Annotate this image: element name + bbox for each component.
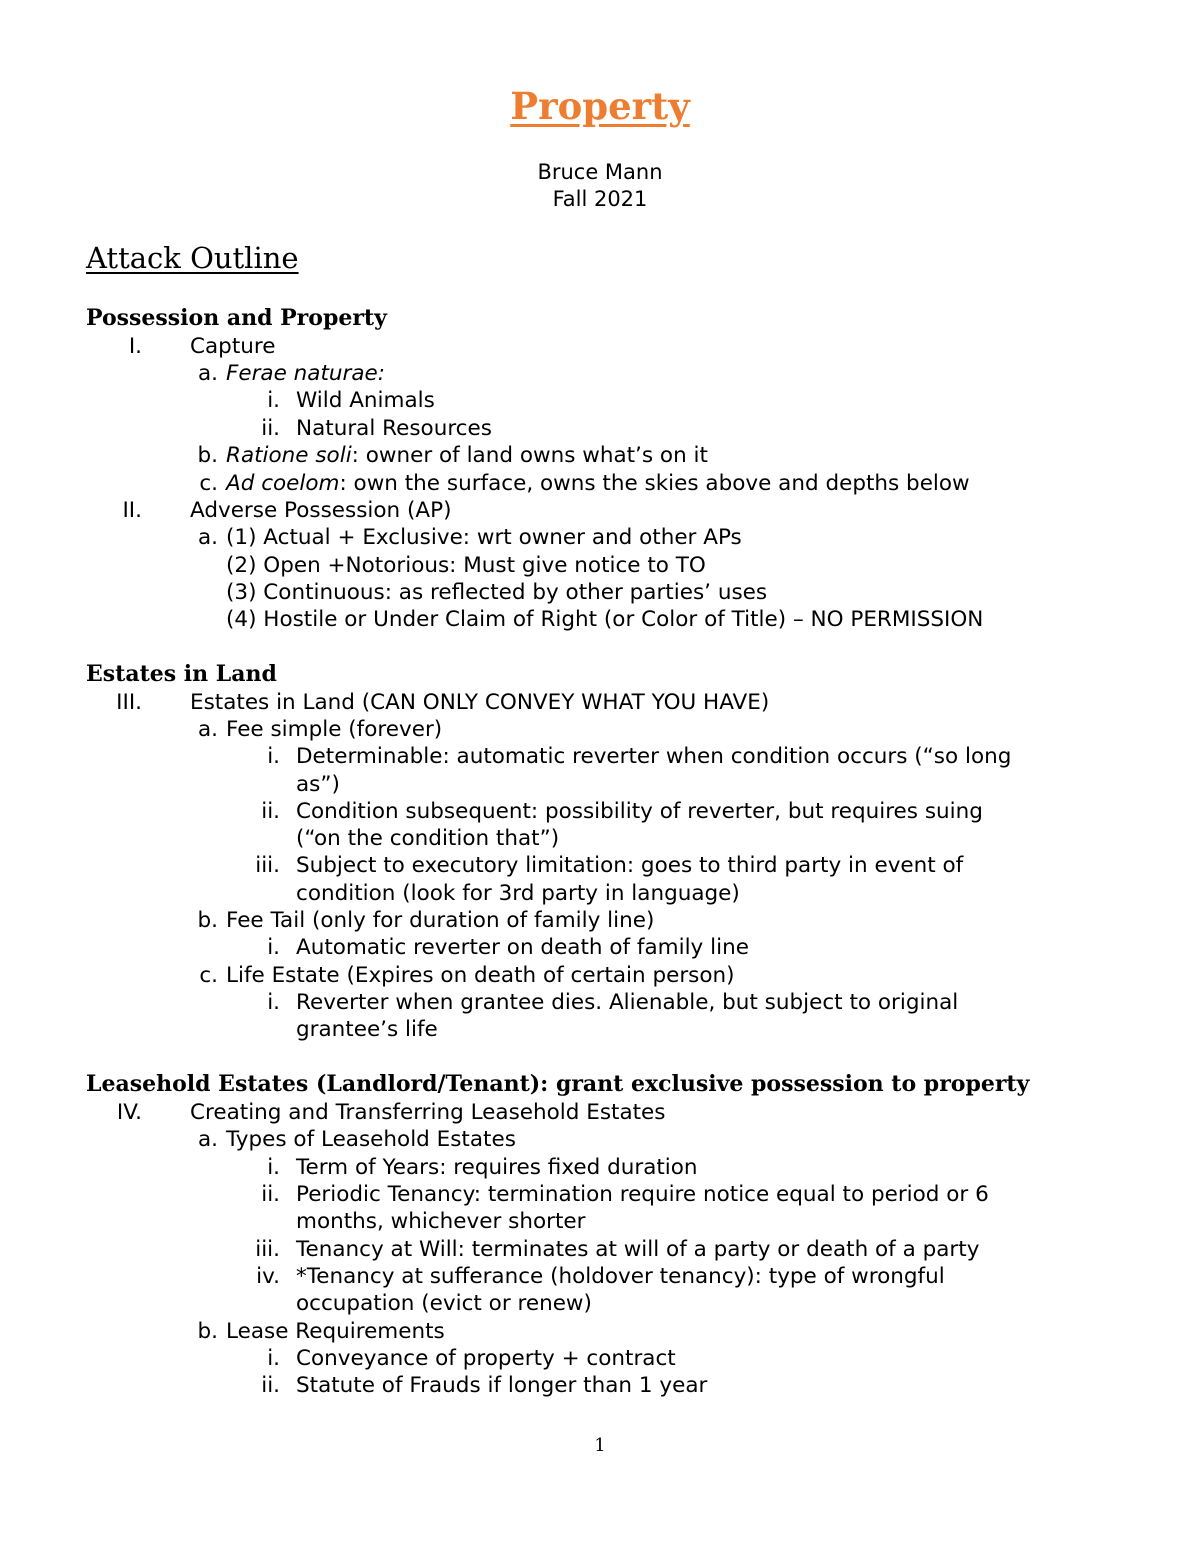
list-number: iii. <box>255 1237 280 1262</box>
list-item: (2) Open +Notorious: Must give notice to TO <box>226 553 706 578</box>
list-number: I. <box>128 334 142 359</box>
list-item-continuation: (“on the condition that”) <box>296 826 560 851</box>
list-number: a. <box>197 361 218 386</box>
list-item: Condition subsequent: possibility of reverter, but requires suing <box>296 799 983 824</box>
list-number: ii. <box>261 1373 280 1398</box>
list-number: i. <box>267 935 280 960</box>
list-item: Types of Leasehold Estates <box>226 1127 516 1152</box>
list-item: (1) Actual + Exclusive: wrt owner and other APs <box>226 525 742 550</box>
list-item: Capture <box>190 334 276 359</box>
section-heading: Leasehold Estates (Landlord/Tenant): grant exclusive possession to property <box>86 1071 1030 1097</box>
list-number: ii. <box>261 1182 280 1207</box>
list-item-continuation: condition (look for 3rd party in language) <box>296 881 740 906</box>
list-item: Estates in Land (CAN ONLY CONVEY WHAT YOU HAVE) <box>190 690 770 715</box>
list-item-continuation: occupation (evict or renew) <box>296 1291 592 1316</box>
latin-term: Ad coelom <box>226 471 340 496</box>
list-item: *Tenancy at sufferance (holdover tenancy): type of wrongful <box>296 1264 945 1289</box>
list-item: Subject to executory limitation: goes to third party in event of <box>296 853 964 878</box>
list-item: Tenancy at Will: terminates at will of a party or death of a party <box>296 1237 980 1262</box>
section-heading: Possession and Property <box>86 305 387 331</box>
list-item: Term of Years: requires fixed duration <box>296 1155 698 1180</box>
list-number: a. <box>197 525 218 550</box>
list-item: Periodic Tenancy: termination require notice equal to period or 6 <box>296 1182 989 1207</box>
list-item-continuation: grantee’s life <box>296 1017 438 1042</box>
list-item <box>226 442 708 469</box>
list-number: II. <box>122 498 142 523</box>
list-item-continuation: as”) <box>296 772 340 797</box>
list-number: iii. <box>255 853 280 878</box>
list-item: Determinable: automatic reverter when condition occurs (“so long <box>296 744 1012 769</box>
list-item: Creating and Transferring Leasehold Estates <box>190 1100 666 1125</box>
section-heading: Estates in Land <box>86 661 277 687</box>
list-item: Natural Resources <box>296 416 492 441</box>
list-number: III. <box>116 690 142 715</box>
list-number: c. <box>199 471 218 496</box>
list-item: (4) Hostile or Under Claim of Right (or Color of Title) – NO PERMISSION <box>226 607 984 632</box>
list-item: Adverse Possession (AP) <box>190 498 452 523</box>
list-item-continuation: months, whichever shorter <box>296 1209 586 1234</box>
list-item: Ferae naturae: <box>226 361 386 386</box>
list-number: i. <box>267 388 280 413</box>
list-item: Conveyance of property + contract <box>296 1346 676 1371</box>
list-item <box>226 470 970 497</box>
list-item-text: : owner of land owns what’s on it <box>351 443 708 468</box>
list-number: i. <box>267 990 280 1015</box>
list-number: i. <box>267 1346 280 1371</box>
document-title: Property <box>510 84 690 128</box>
list-number: iv. <box>256 1264 280 1289</box>
list-number: i. <box>267 744 280 769</box>
list-number: ii. <box>261 799 280 824</box>
list-item: Life Estate (Expires on death of certain person) <box>226 963 735 988</box>
list-item-text: : own the surface, owns the skies above and depths below <box>339 471 970 496</box>
list-item: Fee Tail (only for duration of family line) <box>226 908 655 933</box>
page-number: 1 <box>594 1435 606 1456</box>
list-number: b. <box>197 1319 218 1344</box>
outline-heading: Attack Outline <box>86 241 299 275</box>
list-item: Fee simple (forever) <box>226 717 443 742</box>
list-item: Reverter when grantee dies. Alienable, but subject to original <box>296 990 959 1015</box>
list-number: i. <box>267 1155 280 1180</box>
list-item: Statute of Frauds if longer than 1 year <box>296 1373 708 1398</box>
list-number: b. <box>197 443 218 468</box>
term: Fall 2021 <box>552 187 648 211</box>
list-item: Wild Animals <box>296 388 435 413</box>
list-item: Lease Requirements <box>226 1319 445 1344</box>
list-number: a. <box>197 717 218 742</box>
list-item: (3) Continuous: as reflected by other parties’ uses <box>226 580 768 605</box>
list-number: IV. <box>116 1100 142 1125</box>
latin-term: Ratione soli <box>226 443 352 468</box>
list-number: c. <box>199 963 218 988</box>
list-number: b. <box>197 908 218 933</box>
list-number: ii. <box>261 416 280 441</box>
list-item: Automatic reverter on death of family line <box>296 935 749 960</box>
author: Bruce Mann <box>537 160 663 184</box>
list-number: a. <box>197 1127 218 1152</box>
